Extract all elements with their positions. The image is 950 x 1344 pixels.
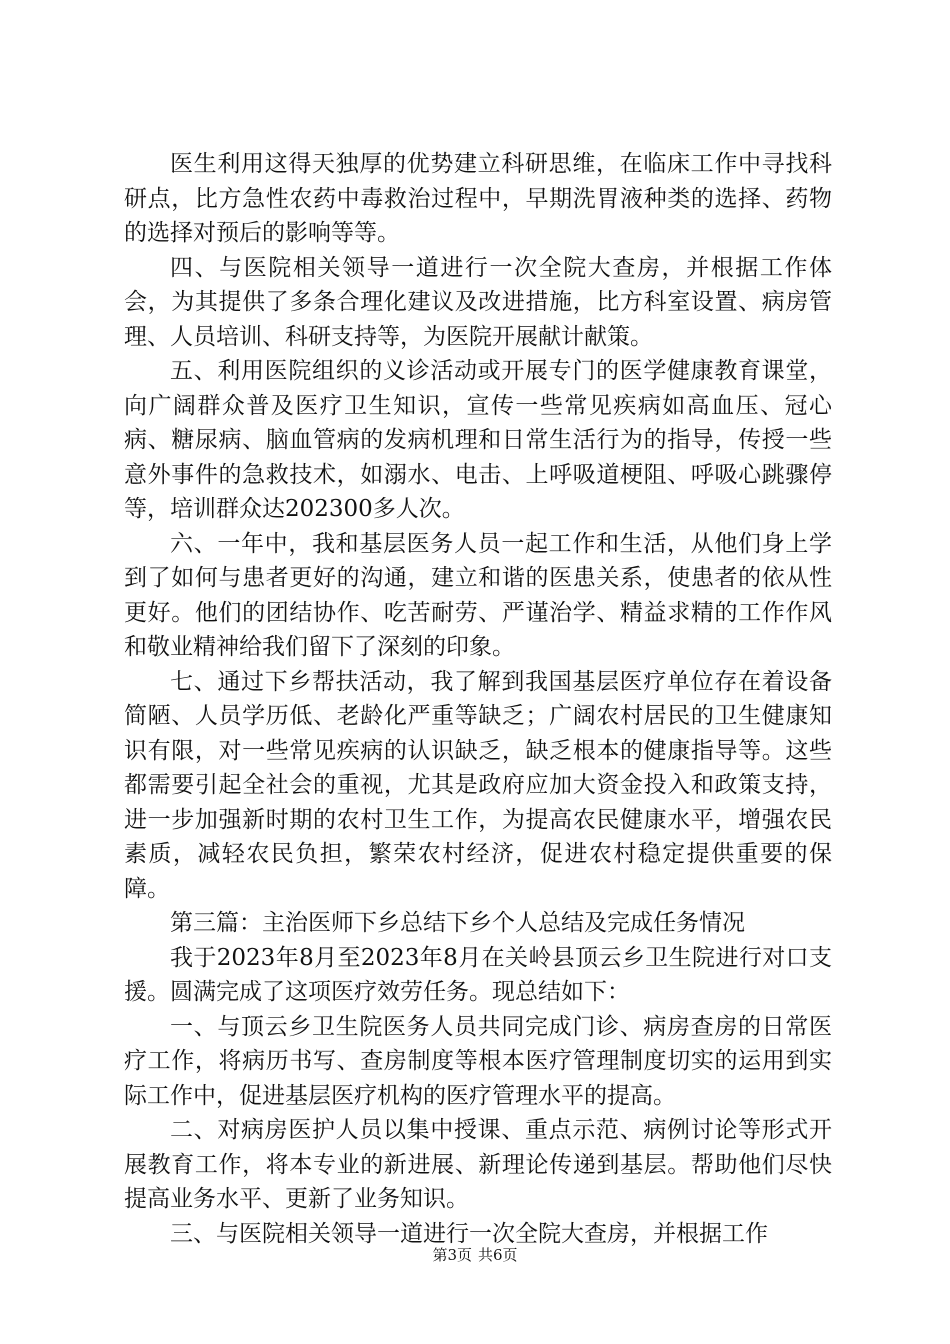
paragraph-item-three: 三、与医院相关领导一道进行一次全院大查房，并根据工作: [170, 1220, 768, 1247]
paragraph-item-one: 一、与顶云乡卫生院医务人员共同完成门诊、病房查房的日常医疗工作，将病历书写、查房制度等根本医疗管理制度切实的运用到实际工作中，促进基层医疗机构的医疗管理水平的提高。: [124, 1013, 832, 1109]
paragraph-item-two: 二、对病房医护人员以集中授课、重点示范、病例讨论等形式开展教育工作，将本专业的新进展、新理论传递到基层。帮助他们尽快提高业务水平、更新了业务知识。: [124, 1117, 832, 1212]
paragraph-rural-findings: 七、通过下乡帮扶活动，我了解到我国基层医疗单位存在着设备简陋、人员学历低、老龄化严重等缺乏；广阔农村居民的卫生健康知识有限，对一些常见疾病的认识缺乏，缺乏根本的健康指导等。这些都需要引起全社会的重视，尤其是政府应加大资金投入和政策支持，进一步加强新时期的农村卫生工作，为提高农民健康水平，增强农民素质，减轻农民负担，繁荣农村经济，促进农村稳定提供重要的保障。: [124, 668, 832, 902]
section-heading-part-three: 第三篇：主治医师下乡总结下乡个人总结及完成任务情况: [170, 910, 745, 936]
paragraph-research-thinking: 医生利用这得天独厚的优势建立科研思维，在临床工作中寻找科研点，比方急性农药中毒救治过程中，早期洗胃液种类的选择、药物的选择对预后的影响等等。: [124, 151, 832, 246]
document-body: [124, 147, 832, 1251]
paragraph-learning-from-staff: 六、一年中，我和基层医务人员一起工作和生活，从他们身上学到了如何与患者更好的沟通，建立和谐的医患关系，使患者的依从性更好。他们的团结协作、吃苦耐劳、严谨治学、精益求精的工作作风和敬业精神给我们留下了深刻的印象。: [124, 530, 832, 660]
page-number: 第3页: [432, 1246, 472, 1264]
paragraph-health-education: 五、利用医院组织的义诊活动或开展专门的医学健康教育课堂，向广阔群众普及医疗卫生知识，宣传一些常见疾病如高血压、冠心病、糖尿病、脑血管病的发病机理和日常生活行为的指导，传授一些意外事件的急救技术，如溺水、电击、上呼吸道梗阻、呼吸心跳骤停等，培训群众达202300多人次。: [124, 358, 832, 522]
page-footer: [0, 1244, 950, 1265]
paragraph-ward-round: 四、与医院相关领导一道进行一次全院大查房，并根据工作体会，为其提供了多条合理化建议及改进措施，比方科室设置、病房管理、人员培训、科研支持等，为医院开展献计献策。: [124, 254, 832, 350]
paragraph-intro-summary: 我于2023年8月至2023年8月在关岭县顶云乡卫生院进行对口支援。圆满完成了这项医疗效劳任务。现总结如下：: [124, 944, 832, 1005]
page-total: 共6页: [478, 1246, 518, 1264]
